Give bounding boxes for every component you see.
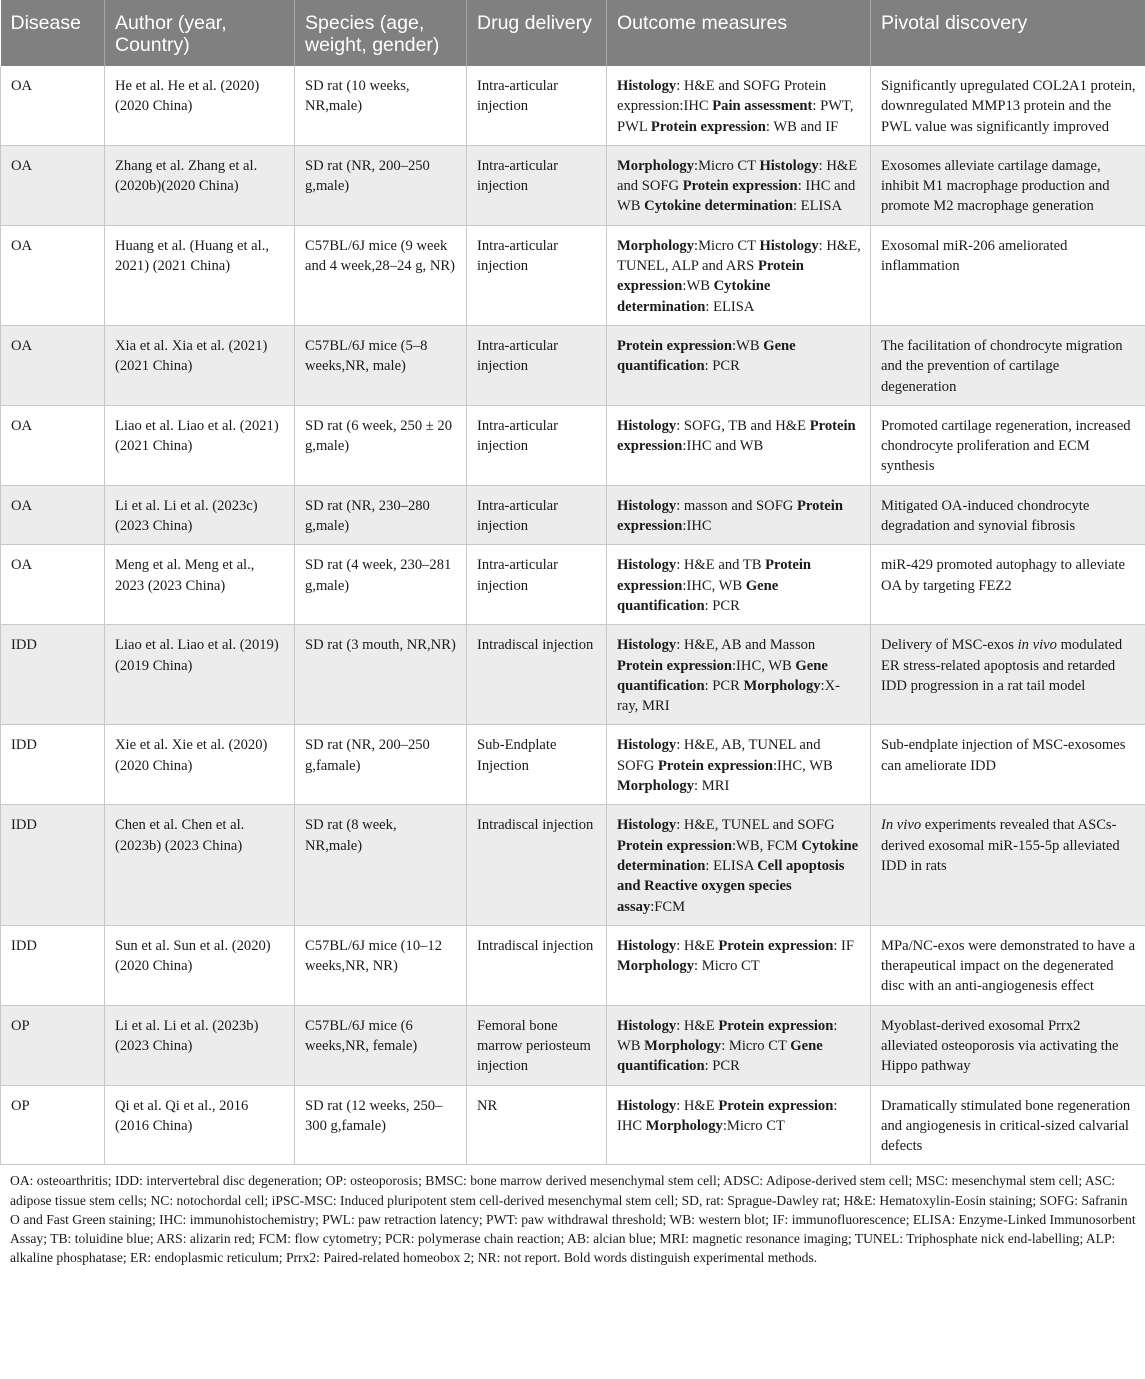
cell-outcome-measures: [607, 405, 871, 485]
method-label: Protein expression: [718, 1097, 834, 1114]
cell-outcome-measures: [607, 1005, 871, 1085]
cell-pivotal-discovery: [871, 485, 1145, 545]
method-label: Protein expression: [617, 497, 843, 535]
cell-author: He et al. He et al. (2020) (2020 China): [105, 66, 295, 145]
cell-disease: OA: [1, 405, 105, 485]
method-label: Cytokine determination: [617, 278, 771, 315]
cell-pivotal-discovery: [871, 725, 1145, 805]
method-label: Histology: [617, 737, 677, 754]
method-detail: Myoblast-derived exosomal Prrx2 alleviated osteoporosis via activating the Hippo pathway: [881, 1017, 1119, 1075]
table-row: [1, 725, 1145, 805]
cell-pivotal-discovery: [871, 925, 1145, 1005]
method-detail: : H&E: [676, 937, 719, 954]
cell-outcome-measures: [607, 625, 871, 725]
method-detail: : MRI: [694, 778, 730, 795]
method-detail: : PCR: [704, 597, 740, 614]
table-row: [1, 66, 1145, 145]
method-detail: : H&E: [676, 1097, 719, 1114]
method-detail: Delivery of MSC-exos: [881, 637, 1018, 654]
method-detail: : SOFG, TB and H&E: [676, 417, 810, 434]
table-row: [1, 625, 1145, 725]
method-label: Morphology: [617, 958, 695, 975]
header-author: Author (year, Country): [105, 0, 295, 66]
method-detail: : H&E and SOFG Protein expression:IHC: [617, 78, 827, 115]
cell-drug-delivery: Intra-articular injection: [467, 325, 607, 405]
method-label: Histology: [617, 1017, 677, 1034]
method-label: Gene quantification: [617, 657, 828, 694]
method-label: Morphology: [617, 157, 695, 174]
cell-disease: IDD: [1, 805, 105, 925]
method-detail: : PCR: [704, 358, 740, 375]
method-detail: :Micro CT: [694, 237, 760, 254]
method-detail: : ELISA: [705, 857, 758, 874]
method-detail: Mitigated OA-induced chondrocyte degradation and synovial fibrosis: [881, 497, 1090, 535]
method-label: Histology: [617, 1097, 677, 1114]
method-detail: : masson and SOFG: [676, 497, 797, 514]
method-label: Protein expression: [718, 1017, 834, 1034]
cell-outcome-measures: [607, 66, 871, 145]
method-detail: : IHC: [617, 1097, 838, 1134]
table-footnote: OA: osteoarthritis; IDD: intervertebral disc degeneration; OP: osteoporosis; BMSC: bone marrow derived mesenchymal stem cell; ADSC: Adipose-derived stem cell; MSC: mesenchymal stem cell; ASC: adipose tissue stem cells; NC: notochordal cell; iPSC-MSC: Induced pluripotent stem cell-derived mesenchymal stem cell; SD, rat: Sprague-Dawley rat; H&E: Hematoxylin-Eosin staining; SOFG: Safranin O and Fast Green staining; IHC: immunohistochemistry; PWL: paw retraction latency; PWT: paw withdrawal threshold; WB: western blot; IF: immunofluorescence; ELISA: Enzyme-Linked Immunosorbent Assay; TB: toluidine blue; ARS: alizarin red; FCM: flow cytometry; PCR: polymerase chain reaction; AB: alcian blue; MRI: magnetic resonance imaging; TUNEL: Triphosphate nick end-labelling; ALP: alkaline phosphatase; ER: endoplasmic reticulum; Prrx2: Paired-related homeobox 2; NR: not report. Bold words distinguish experimental methods.: [10, 1173, 1136, 1266]
method-detail: :Micro CT: [722, 1117, 785, 1134]
method-detail: The facilitation of chondrocyte migration and the prevention of cartilage degeneration: [881, 337, 1123, 395]
cell-drug-delivery: Intradiscal injection: [467, 625, 607, 725]
cell-species: SD rat (3 mouth, NR,NR): [295, 625, 467, 725]
method-detail: : IHC and WB: [617, 178, 856, 215]
method-label: Protein expression: [617, 337, 732, 354]
method-detail: Sub-endplate injection of MSC-exosomes can ameliorate IDD: [881, 737, 1126, 774]
cell-author: Liao et al. Liao et al. (2021) (2021 China): [105, 405, 295, 485]
method-detail: MPa/NC-exos were demonstrated to have a therapeutical impact on the degenerated disc with an anti-angiogenesis effect: [881, 937, 1136, 995]
method-label: Cytokine determination: [617, 837, 859, 874]
method-detail: :Micro CT: [694, 157, 760, 174]
cell-disease: IDD: [1, 725, 105, 805]
method-label: Protein expression: [617, 837, 732, 854]
cell-disease: OA: [1, 225, 105, 325]
cell-outcome-measures: [607, 225, 871, 325]
method-label: Cytokine determination: [644, 198, 793, 215]
method-label: Cell apoptosis and Reactive oxygen species assay: [617, 857, 845, 915]
method-detail: : WB: [617, 1017, 838, 1054]
cell-species: SD rat (NR, 200–250 g,male): [295, 145, 467, 225]
cell-author: Liao et al. Liao et al. (2019) (2019 China): [105, 625, 295, 725]
method-detail: : PCR: [704, 677, 744, 694]
cell-species: C57BL/6J mice (6 weeks,NR, female): [295, 1005, 467, 1085]
method-label: Histology: [617, 637, 677, 654]
table-row: [1, 145, 1145, 225]
method-detail: : PCR: [704, 1058, 740, 1075]
cell-species: SD rat (12 weeks, 250–300 g,famale): [295, 1085, 467, 1165]
cell-author: Sun et al. Sun et al. (2020) (2020 China): [105, 925, 295, 1005]
cell-drug-delivery: Intra-articular injection: [467, 545, 607, 625]
cell-outcome-measures: [607, 145, 871, 225]
method-label: Morphology: [743, 677, 821, 694]
cell-author: Qi et al. Qi et al., 2016 (2016 China): [105, 1085, 295, 1165]
method-detail: Exosomal miR-206 ameliorated inflammation: [881, 237, 1068, 275]
method-detail: modulated ER stress-related apoptosis and retarded IDD progression in a rat tail model: [881, 637, 1123, 694]
method-detail: :IHC, WB: [682, 577, 746, 594]
method-label: Histology: [617, 417, 677, 434]
cell-outcome-measures: [607, 545, 871, 625]
method-label: Protein expression: [718, 937, 834, 954]
cell-drug-delivery: Intradiscal injection: [467, 805, 607, 925]
cell-drug-delivery: Intradiscal injection: [467, 925, 607, 1005]
method-detail: : Micro CT: [694, 958, 760, 975]
method-label: Protein expression: [617, 657, 732, 674]
italic-text: In vivo: [881, 817, 922, 834]
cell-species: SD rat (NR, 200–250 g,famale): [295, 725, 467, 805]
method-label: Histology: [617, 817, 677, 834]
method-label: Protein expression: [682, 178, 798, 195]
cell-outcome-measures: [607, 805, 871, 925]
cell-outcome-measures: [607, 325, 871, 405]
table-row: [1, 325, 1145, 405]
table-body: [1, 66, 1145, 1165]
method-label: Histology: [617, 937, 677, 954]
method-detail: : H&E, TUNEL and SOFG: [676, 817, 835, 834]
cell-author: Zhang et al. Zhang et al. (2020b)(2020 China): [105, 145, 295, 225]
cell-species: SD rat (10 weeks, NR,male): [295, 66, 467, 145]
cell-pivotal-discovery: [871, 325, 1145, 405]
method-label: Protein expression: [617, 557, 812, 594]
cell-author: Xie et al. Xie et al. (2020) (2020 China): [105, 725, 295, 805]
method-detail: : IF: [833, 937, 855, 954]
table-row: [1, 485, 1145, 545]
cell-author: Meng et al. Meng et al., 2023 (2023 China): [105, 545, 295, 625]
method-detail: :IHC and WB: [682, 438, 764, 455]
method-detail: : WB and IF: [765, 118, 839, 135]
cell-drug-delivery: Intra-articular injection: [467, 405, 607, 485]
method-label: Histology: [617, 78, 677, 94]
cell-species: SD rat (8 week, NR,male): [295, 805, 467, 925]
cell-author: Li et al. Li et al. (2023b)(2023 China): [105, 1005, 295, 1085]
method-detail: miR-429 promoted autophagy to alleviate OA by targeting FEZ2: [881, 557, 1125, 594]
cell-disease: OA: [1, 66, 105, 145]
cell-species: SD rat (4 week, 230–281 g,male): [295, 545, 467, 625]
table-row: [1, 805, 1145, 925]
table-row: [1, 1085, 1145, 1165]
italic-text: in vivo: [1017, 637, 1057, 654]
method-detail: :X-ray, MRI: [617, 677, 841, 715]
method-detail: : H&E and TB: [676, 557, 766, 574]
method-detail: Promoted cartilage regeneration, increased chondrocyte proliferation and ECM synthesis: [881, 417, 1131, 475]
cell-author: Huang et al. (Huang et al., 2021) (2021 China): [105, 225, 295, 325]
method-label: Histology: [617, 497, 677, 514]
method-label: Morphology: [617, 778, 695, 795]
cell-pivotal-discovery: [871, 66, 1145, 145]
method-detail: experiments revealed that ASCs-derived exosomal miR-155-5p alleviated IDD in rats: [881, 817, 1120, 874]
cell-drug-delivery: Intra-articular injection: [467, 225, 607, 325]
table-row: [1, 405, 1145, 485]
header-species: Species (age, weight, gender): [295, 0, 467, 66]
method-label: Protein expression: [617, 258, 804, 295]
method-detail: : PWT, PWL: [617, 98, 854, 135]
method-detail: :IHC, WB: [772, 757, 833, 774]
cell-outcome-measures: [607, 485, 871, 545]
cell-species: C57BL/6J mice (9 week and 4 week,28–24 g, NR): [295, 225, 467, 325]
cell-drug-delivery: Intra-articular injection: [467, 66, 607, 145]
method-label: Protein expression: [657, 757, 773, 774]
method-label: Protein expression: [617, 417, 856, 455]
method-detail: :IHC: [682, 518, 712, 535]
cell-pivotal-discovery: [871, 145, 1145, 225]
cell-pivotal-discovery: [871, 805, 1145, 925]
method-label: Morphology: [644, 1037, 722, 1054]
cell-disease: OA: [1, 325, 105, 405]
cell-species: C57BL/6J mice (10–12 weeks,NR, NR): [295, 925, 467, 1005]
cell-outcome-measures: [607, 1085, 871, 1165]
method-detail: : ELISA: [792, 198, 843, 215]
method-label: Histology: [759, 157, 819, 174]
header-row: [1, 0, 1145, 66]
method-label: Gene quantification: [617, 337, 796, 375]
cell-disease: OA: [1, 145, 105, 225]
cell-drug-delivery: NR: [467, 1085, 607, 1165]
table-row: [1, 925, 1145, 1005]
cell-pivotal-discovery: [871, 225, 1145, 325]
method-detail: :FCM: [650, 898, 686, 915]
method-label: Histology: [617, 557, 677, 574]
cell-pivotal-discovery: [871, 405, 1145, 485]
method-label: Morphology: [645, 1117, 723, 1134]
cell-drug-delivery: Intra-articular injection: [467, 145, 607, 225]
cell-author: Li et al. Li et al. (2023c)(2023 China): [105, 485, 295, 545]
header-drug-delivery: Drug delivery: [467, 0, 607, 66]
cell-species: SD rat (6 week, 250 ± 20 g,male): [295, 405, 467, 485]
cell-disease: IDD: [1, 625, 105, 725]
table-row: [1, 1005, 1145, 1085]
method-detail: :WB: [732, 337, 764, 354]
cell-disease: OP: [1, 1005, 105, 1085]
cell-drug-delivery: Intra-articular injection: [467, 485, 607, 545]
method-detail: : H&E, AB, TUNEL and SOFG: [617, 737, 821, 774]
method-detail: Exosomes alleviate cartilage damage, inhibit M1 macrophage production and promote M2 macrophage generation: [881, 157, 1110, 215]
cell-disease: OA: [1, 485, 105, 545]
cell-outcome-measures: [607, 925, 871, 1005]
cell-author: Chen et al. Chen et al. (2023b) (2023 China): [105, 805, 295, 925]
method-detail: :WB, FCM: [732, 837, 802, 854]
cell-disease: OP: [1, 1085, 105, 1165]
method-detail: : ELISA: [705, 298, 755, 315]
cell-disease: OA: [1, 545, 105, 625]
cell-species: SD rat (NR, 230–280 g,male): [295, 485, 467, 545]
method-label: Gene quantification: [617, 577, 779, 614]
cell-disease: IDD: [1, 925, 105, 1005]
method-label: Gene quantification: [617, 1037, 823, 1075]
method-label: Histology: [759, 237, 819, 254]
cell-species: C57BL/6J mice (5–8 weeks,NR, male): [295, 325, 467, 405]
cell-drug-delivery: Sub-Endplate Injection: [467, 725, 607, 805]
method-detail: Dramatically stimulated bone regeneration and angiogenesis in critical-sized calvarial defects: [881, 1097, 1131, 1155]
method-detail: : Micro CT: [721, 1037, 791, 1054]
method-detail: : H&E: [676, 1017, 719, 1034]
method-label: Morphology: [617, 237, 695, 254]
cell-pivotal-discovery: [871, 1085, 1145, 1165]
cell-author: Xia et al. Xia et al. (2021)(2021 China): [105, 325, 295, 405]
method-detail: :WB: [682, 278, 714, 295]
header-outcome-measures: Outcome measures: [607, 0, 871, 66]
cell-drug-delivery: Femoral bone marrow periosteum injection: [467, 1005, 607, 1085]
method-detail: : H&E, AB and Masson: [676, 637, 816, 654]
table-row: [1, 545, 1145, 625]
header-disease: Disease: [1, 0, 105, 66]
cell-pivotal-discovery: [871, 1005, 1145, 1085]
method-label: Pain assessment: [712, 98, 813, 115]
method-label: Protein expression: [650, 118, 766, 135]
cell-pivotal-discovery: [871, 545, 1145, 625]
method-detail: :IHC, WB: [732, 657, 796, 674]
cell-pivotal-discovery: [871, 625, 1145, 725]
method-detail: : H&E, TUNEL, ALP and ARS: [617, 237, 861, 275]
table-row: [1, 225, 1145, 325]
table-header: [1, 0, 1145, 66]
method-detail: Significantly upregulated COL2A1 protein, downregulated MMP13 protein and the PWL value was significantly improved: [881, 78, 1136, 135]
cell-outcome-measures: [607, 725, 871, 805]
header-pivotal-discovery: Pivotal discovery: [871, 0, 1145, 66]
method-detail: : H&E and SOFG: [617, 157, 858, 195]
